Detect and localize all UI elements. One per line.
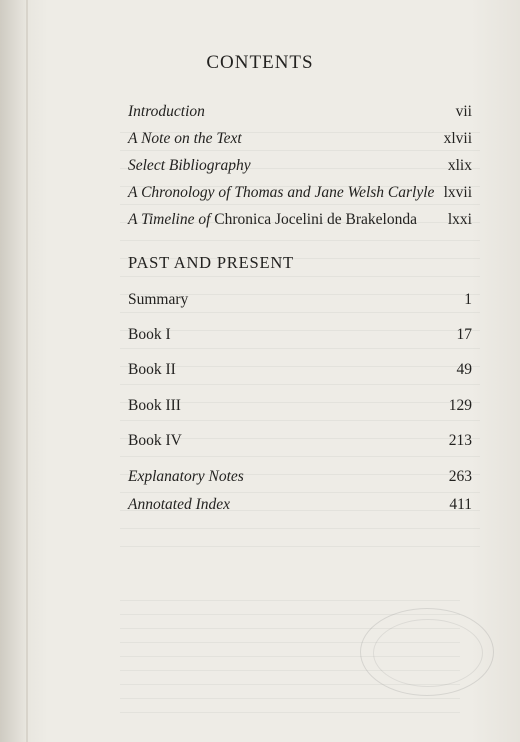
section-heading: PAST AND PRESENT: [128, 253, 294, 272]
toc-entry: [128, 468, 472, 486]
toc-entry-label: A Note on the Text: [128, 130, 242, 147]
toc-entry-label: Book IV: [128, 432, 182, 449]
toc-entry-page: 17: [456, 326, 472, 343]
toc-entry-label: Book II: [128, 361, 176, 378]
toc-entry-page: xlvii: [443, 130, 472, 147]
toc-entry-label: Book III: [128, 397, 181, 414]
toc-entry-label: [128, 211, 417, 229]
toc-entry-page: 411: [449, 496, 472, 513]
toc-entry-label: Summary: [128, 291, 189, 308]
toc-entry: [128, 432, 472, 450]
toc-entry: [128, 130, 472, 148]
contents-heading: CONTENTS: [206, 52, 314, 73]
toc-entry-label: Explanatory Notes: [128, 468, 244, 485]
toc-entry-page: lxvii: [443, 184, 472, 201]
toc-entry-page: 129: [448, 397, 472, 414]
toc-entry-label-prefix: A Timeline of: [128, 211, 211, 228]
watermark-seal-inner-ring: [373, 619, 483, 687]
toc-entry-label: Select Bibliography: [128, 157, 251, 174]
toc-entry: [128, 496, 472, 514]
toc-entry: [128, 103, 472, 121]
toc-entry-page: 1: [464, 291, 472, 308]
toc-entry: [128, 326, 472, 344]
toc-entry-page: xlix: [447, 157, 472, 174]
toc-entry-label: Introduction: [128, 103, 205, 120]
toc-entry-page: lxxi: [447, 211, 472, 228]
toc-entry-page: 49: [456, 361, 472, 378]
toc-entry-label: A Chronology of Thomas and Jane Welsh Carlyle: [128, 184, 435, 201]
toc-entry-label-title: Chronica Jocelini de Brakelonda: [214, 211, 417, 228]
toc-entry-page: 213: [448, 432, 472, 449]
toc-entry: [128, 361, 472, 379]
toc-entry-page: 263: [448, 468, 472, 485]
toc-entry-label: Book I: [128, 326, 171, 343]
toc-entry-label: Annotated Index: [128, 496, 231, 513]
page-edge: [26, 0, 28, 742]
toc-entry: [128, 184, 472, 202]
toc-entry-page: vii: [455, 103, 472, 120]
toc-entry: [128, 157, 472, 175]
watermark-seal: [360, 608, 494, 696]
toc-entry: [128, 397, 472, 415]
toc-entry: [128, 291, 472, 309]
toc-entry: [128, 211, 472, 229]
